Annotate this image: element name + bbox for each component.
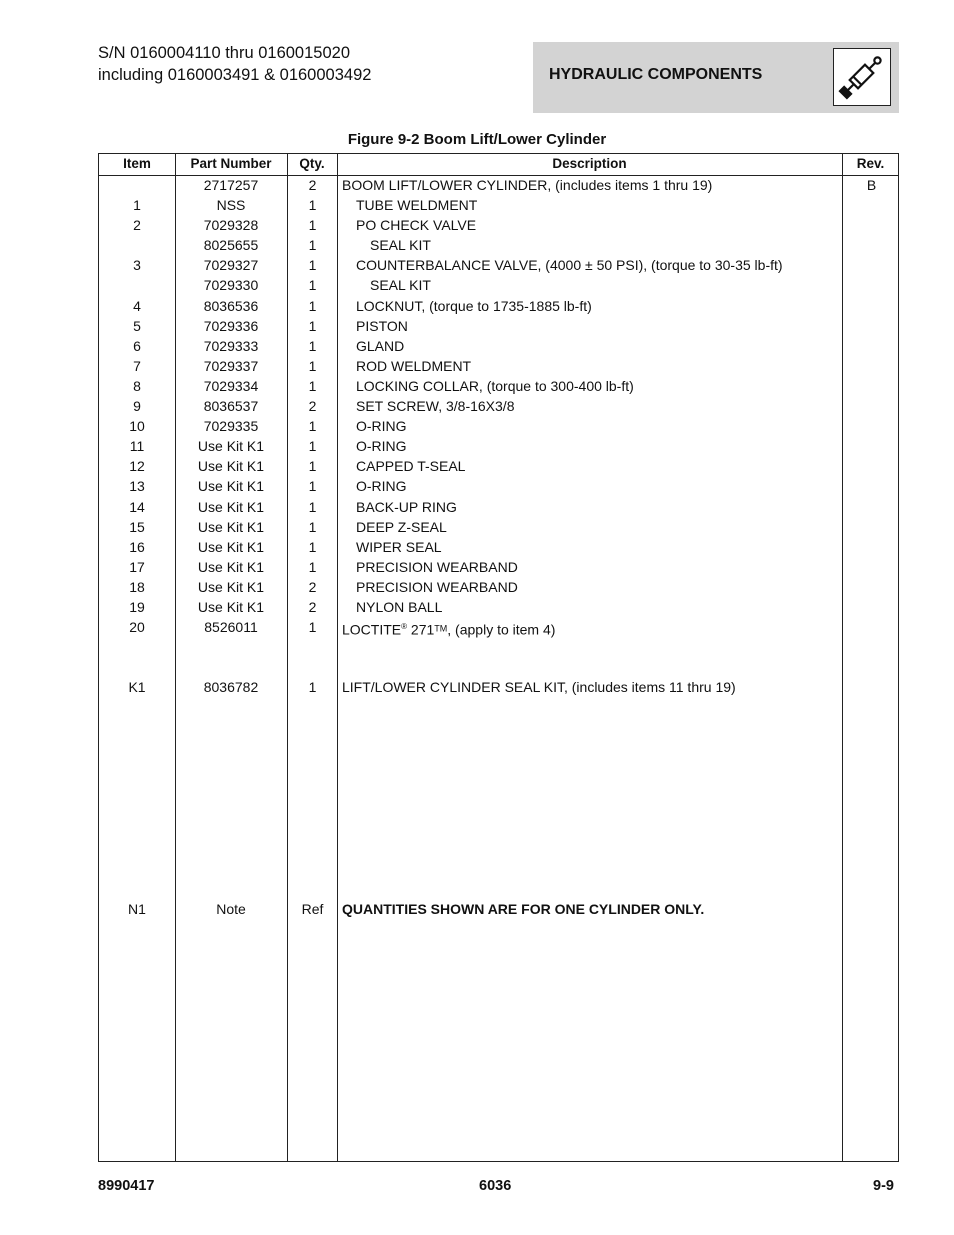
item-cell: 20	[129, 619, 145, 635]
qty-cell: 1	[308, 438, 317, 454]
qty-cell: 1	[308, 358, 317, 374]
part-number-cell: Use Kit K1	[197, 499, 265, 515]
description-cell: O-RING	[356, 478, 407, 494]
description-cell	[342, 617, 842, 640]
serial-number-range	[98, 42, 371, 86]
item-cell: 16	[129, 539, 145, 555]
qty-cell: 1	[308, 257, 317, 273]
part-number-cell: Use Kit K1	[197, 559, 265, 575]
item-cell: 14	[129, 499, 145, 515]
table-row	[99, 215, 898, 235]
description-cell: GLAND	[356, 338, 405, 354]
item-cell: 18	[129, 579, 145, 595]
part-number-cell: 8025655	[203, 237, 259, 253]
section-title: HYDRAULIC COMPONENTS	[549, 66, 763, 83]
qty-cell: 2	[308, 579, 317, 595]
footer-page-number: 9-9	[873, 1178, 894, 1194]
part-number-cell: 7029330	[203, 277, 259, 293]
part-number-cell: Use Kit K1	[197, 539, 265, 555]
qty-cell: 2	[308, 398, 317, 414]
part-number-cell: Use Kit K1	[197, 438, 265, 454]
table-row	[99, 376, 898, 396]
table-row	[99, 416, 898, 436]
item-cell: 13	[129, 478, 145, 494]
qty-cell: 1	[308, 418, 317, 434]
trademark-mark: TM	[434, 623, 448, 634]
qty-cell: 1	[308, 499, 317, 515]
qty-cell: 1	[308, 237, 317, 253]
part-number-cell: 8036537	[203, 398, 259, 414]
figure-title: Figure 9-2 Boom Lift/Lower Cylinder	[347, 131, 607, 148]
description-cell: ROD WELDMENT	[356, 358, 472, 374]
hydraulic-cylinder-icon	[833, 48, 891, 106]
item-cell: 19	[129, 599, 145, 615]
item-cell: 15	[129, 519, 145, 535]
table-row	[99, 577, 898, 597]
description-cell: SEAL KIT	[370, 277, 431, 293]
col-header-description: Description	[552, 156, 627, 171]
col-header-part-number: Part Number	[190, 156, 272, 171]
serial-line-1: S/N 0160004110 thru 0160015020	[98, 44, 350, 62]
qty-cell: 1	[308, 197, 317, 213]
registered-mark: ®	[401, 622, 408, 631]
description-cell: DEEP Z-SEAL	[356, 519, 447, 535]
description-cell: QUANTITIES SHOWN ARE FOR ONE CYLINDER ONLY.	[342, 901, 705, 917]
col-header-qty: Qty.	[299, 156, 325, 171]
item-cell: 10	[129, 418, 145, 434]
table-row	[99, 677, 898, 697]
table-row	[99, 356, 898, 376]
description-cell: PRECISION WEARBAND	[356, 579, 518, 595]
table-row	[99, 316, 898, 336]
qty-cell: 1	[308, 519, 317, 535]
table-row	[99, 537, 898, 557]
rev-cell: B	[866, 177, 877, 193]
part-number-cell: 7029336	[203, 318, 259, 334]
description-cell: BACK-UP RING	[356, 499, 457, 515]
footer-doc-number: 8990417	[98, 1178, 155, 1194]
item-cell: 7	[133, 358, 141, 374]
footer-model: 6036	[479, 1178, 512, 1194]
qty-cell: 1	[308, 619, 317, 635]
part-number-cell: Use Kit K1	[197, 478, 265, 494]
table-row	[99, 456, 898, 476]
qty-cell: Ref	[301, 901, 324, 917]
description-cell: BOOM LIFT/LOWER CYLINDER, (includes items 1 thru 19)	[342, 177, 713, 193]
description-text: , (apply to item 4)	[447, 621, 556, 638]
table-row	[99, 617, 898, 637]
item-cell: 3	[133, 257, 141, 273]
qty-cell: 1	[308, 679, 317, 695]
table-row	[99, 175, 898, 195]
qty-cell: 1	[308, 458, 317, 474]
description-text: 271	[407, 621, 435, 638]
qty-cell: 1	[308, 318, 317, 334]
part-number-cell: 7029328	[203, 217, 259, 233]
description-cell: CAPPED T-SEAL	[356, 458, 466, 474]
item-cell: 4	[133, 298, 141, 314]
part-number-cell: 8036536	[203, 298, 259, 314]
item-cell: 8	[133, 378, 141, 394]
table-row	[99, 336, 898, 356]
item-cell: 5	[133, 318, 141, 334]
part-number-cell: Use Kit K1	[197, 519, 265, 535]
description-cell: NYLON BALL	[356, 599, 443, 615]
table-row	[99, 476, 898, 496]
qty-cell: 1	[308, 338, 317, 354]
table-row	[99, 597, 898, 617]
item-cell: 1	[133, 197, 141, 213]
qty-cell: 2	[308, 177, 317, 193]
item-cell: 9	[133, 398, 141, 414]
col-header-item: Item	[123, 156, 151, 171]
part-number-cell: 7029334	[203, 378, 259, 394]
part-number-cell: 7029327	[203, 257, 259, 273]
table-row	[99, 296, 898, 316]
item-cell: N1	[128, 901, 146, 917]
part-number-cell: 8036782	[203, 679, 259, 695]
item-cell: K1	[128, 679, 146, 695]
qty-cell: 1	[308, 277, 317, 293]
qty-cell: 1	[308, 478, 317, 494]
part-number-cell: Note	[216, 901, 246, 917]
table-row	[99, 436, 898, 456]
parts-table	[98, 153, 899, 1162]
description-cell: COUNTERBALANCE VALVE, (4000 ± 50 PSI), (torque to 30-35 lb-ft)	[356, 257, 783, 273]
qty-cell: 1	[308, 539, 317, 555]
description-cell: PISTON	[356, 318, 408, 334]
qty-cell: 1	[308, 298, 317, 314]
part-number-cell: Use Kit K1	[197, 599, 265, 615]
description-cell: WIPER SEAL	[356, 539, 442, 555]
serial-line-2: including 0160003491 & 0160003492	[98, 66, 372, 84]
table-row	[99, 899, 898, 919]
part-number-cell: NSS	[216, 197, 246, 213]
section-header-box	[533, 42, 899, 113]
description-cell: PRECISION WEARBAND	[356, 559, 518, 575]
item-cell: 17	[129, 559, 145, 575]
table-row	[99, 557, 898, 577]
description-cell: LIFT/LOWER CYLINDER SEAL KIT, (includes items 11 thru 19)	[342, 679, 736, 695]
description-text: LOCTITE	[342, 621, 402, 638]
table-row	[99, 195, 898, 215]
item-cell: 6	[133, 338, 141, 354]
description-cell: SET SCREW, 3/8-16X3/8	[356, 398, 515, 414]
table-row	[99, 255, 898, 275]
part-number-cell: 7029337	[203, 358, 259, 374]
part-number-cell: 7029335	[203, 418, 259, 434]
description-cell: TUBE WELDMENT	[356, 197, 478, 213]
qty-cell: 1	[308, 217, 317, 233]
item-cell: 12	[129, 458, 145, 474]
item-cell: 11	[129, 438, 145, 454]
description-cell: SEAL KIT	[370, 237, 431, 253]
qty-cell: 1	[308, 378, 317, 394]
table-row	[99, 396, 898, 416]
part-number-cell: Use Kit K1	[197, 458, 265, 474]
part-number-cell: 2717257	[203, 177, 259, 193]
description-cell: LOCKING COLLAR, (torque to 300-400 lb-ft)	[356, 378, 634, 394]
table-row	[99, 517, 898, 537]
col-header-rev: Rev.	[856, 156, 885, 171]
description-cell: O-RING	[356, 418, 407, 434]
item-cell: 2	[133, 217, 141, 233]
description-cell: LOCKNUT, (torque to 1735-1885 lb-ft)	[356, 298, 592, 314]
part-number-cell: 7029333	[203, 338, 259, 354]
part-number-cell: Use Kit K1	[197, 579, 265, 595]
description-cell: O-RING	[356, 438, 407, 454]
qty-cell: 1	[308, 559, 317, 575]
description-cell: PO CHECK VALVE	[356, 217, 477, 233]
table-row	[99, 275, 898, 295]
part-number-cell: 8526011	[204, 619, 258, 635]
table-row	[99, 497, 898, 517]
qty-cell: 2	[308, 599, 317, 615]
table-row	[99, 235, 898, 255]
